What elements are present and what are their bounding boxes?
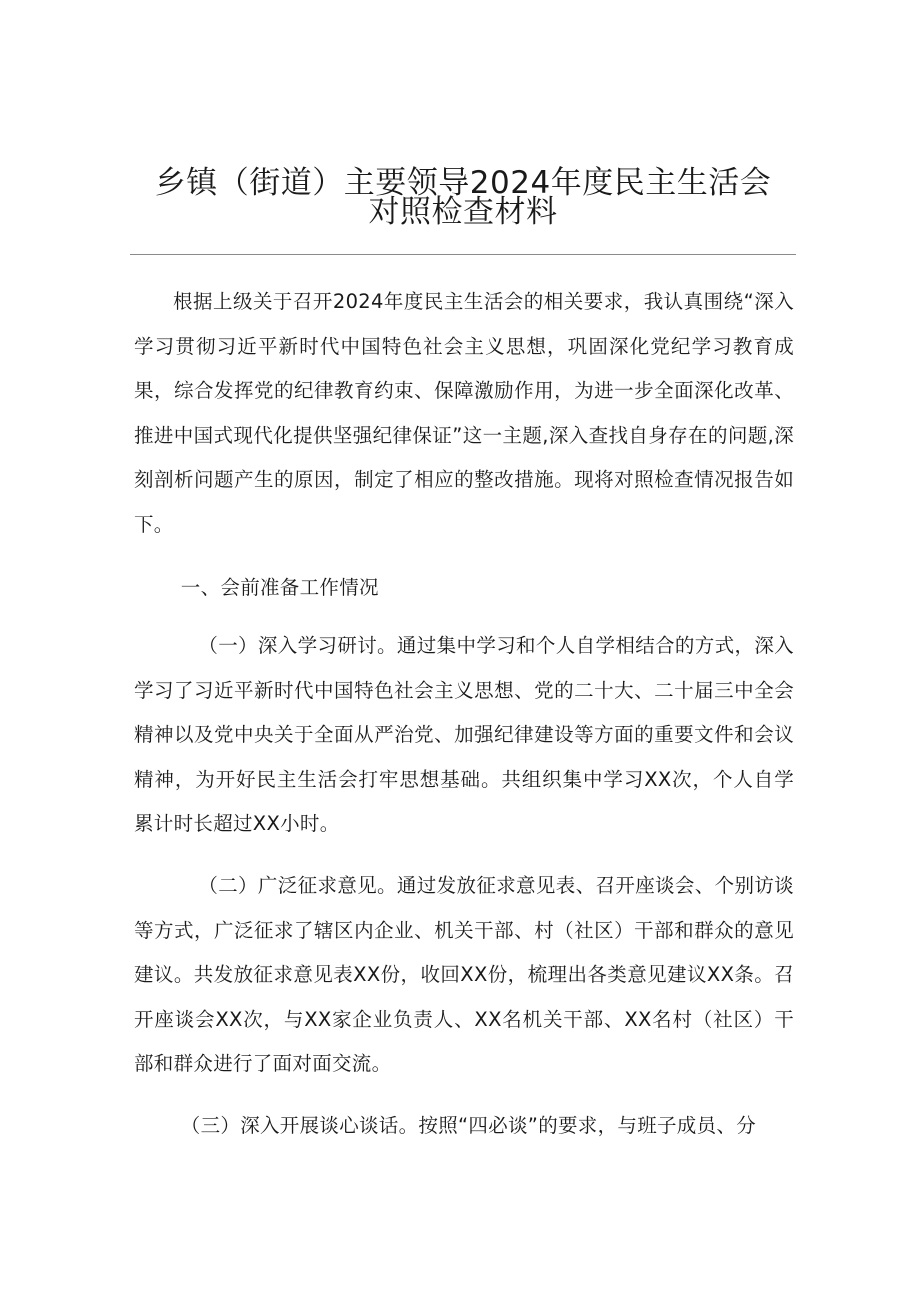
- title-divider: [130, 254, 796, 255]
- subsection-opinions-paragraph: （二）广泛征求意见。通过发放征求意见表、召开座谈会、个别访谈等方式，广泛征求了辖区内企业、机关干部、村（社区）干部和群众的意见建议。共发放征求意见表XX份，收回XX份，梳理出各类意见建议XX条。召开座谈会XX次，与XX家企业负责人、XX名机关干部、XX名村（社区）干部和群众进行了面对面交流。: [134, 874, 794, 1076]
- section-heading-preparation: 一、会前准备工作情况: [180, 576, 379, 599]
- document-title-line2: 对照检查材料: [368, 194, 558, 230]
- intro-paragraph: 根据上级关于召开2024年度民主生活会的相关要求，我认真围绕“深入学习贯彻习近平新时代中国特色社会主义思想，巩固深化党纪学习教育成果，综合发挥党的纪律教育约束、保障激励作用，为进一步全面深化改革、推进中国式现代化提供坚强纪律保证”这一主题,深入查找自身存在的问题,深刻剖析问题产生的原因，制定了相应的整改措施。现将对照检查情况报告如下。: [134, 290, 794, 536]
- subsection-study-paragraph: （一）深入学习研讨。通过集中学习和个人自学相结合的方式，深入学习了习近平新时代中国特色社会主义思想、党的二十大、二十届三中全会精神以及党中央关于全面从严治党、加强纪律建设等方面的重要文件和会议精神，为开好民主生活会打牢思想基础。共组织集中学习XX次，个人自学累计时长超过XX小时。: [134, 634, 794, 836]
- subsection-talks-paragraph: （三）深入开展谈心谈话。按照“四必谈”的要求，与班子成员、分: [180, 1114, 757, 1137]
- document-title-line1: 乡镇（街道）主要领导2024年度民主生活会: [154, 165, 772, 201]
